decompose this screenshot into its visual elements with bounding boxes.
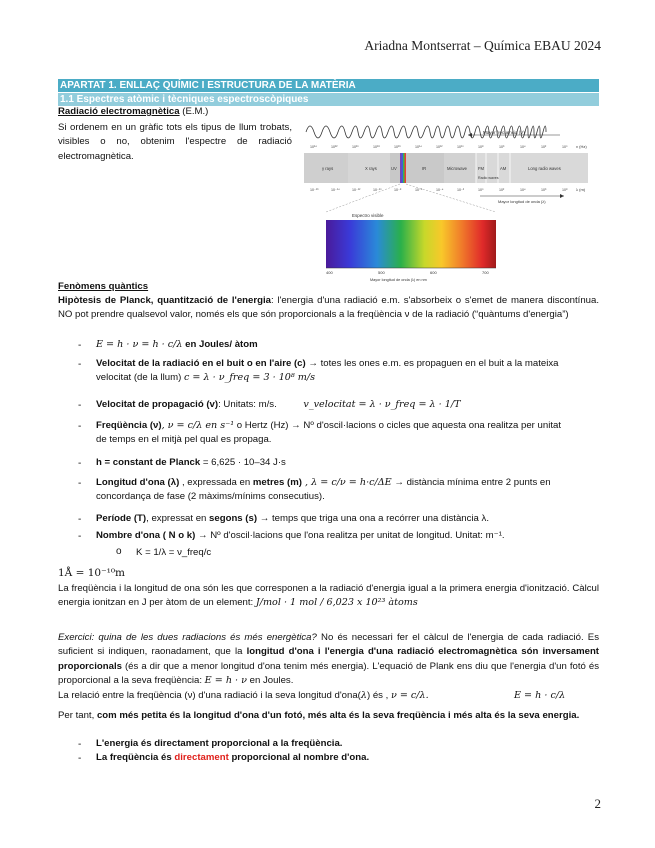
propagation-bold: Velocitat de propagació (v): [96, 399, 219, 410]
wl-tick: 10⁻⁸: [394, 188, 402, 192]
wavelength-formula: , λ = c/ν = h·c/ΔE: [301, 477, 392, 488]
direct-text2: proporcional al nombre d'ona.: [228, 752, 370, 763]
energy-formula: E = h · ν = h · c/λ: [96, 339, 183, 350]
light-speed-formula: c = λ · ν_freq = 3 · 10⁸ m/s: [183, 372, 316, 384]
freq-tick: 10¹⁴: [415, 145, 422, 149]
band-label: AM: [500, 166, 507, 171]
period-bold: Període (T): [96, 513, 147, 524]
visible-spectrum: [326, 220, 496, 268]
relation-formula: ν = c/λ.: [390, 690, 429, 701]
wl-tick: 10⁻⁴: [436, 188, 444, 192]
freq-tick: 10⁰: [562, 145, 568, 149]
band-label: Long radio waves: [528, 166, 561, 171]
wavelength-line2: concordança de fase (2 màxims/mínims consecutius).: [96, 491, 325, 503]
wl-tick: 10⁸: [562, 188, 568, 192]
conclusion-bold: com més petita és la longitud d'ona d'un fotó, més alta és la seva freqüència i més alta és la seva energia.: [96, 710, 580, 721]
band-label: γ rays: [322, 166, 334, 171]
freq-tick: 10⁸: [478, 145, 484, 149]
visible-axis: Mayor longitud de onda (λ) en nm: [370, 278, 427, 282]
wavenumber-bold: Nombre d'ona ( N o k): [96, 530, 196, 541]
energy-unit: en Joules/ àtom: [185, 339, 258, 350]
page-header: Ariadna Montserrat – Química EBAU 2024: [364, 38, 601, 53]
visible-tick: 600: [430, 270, 437, 275]
freq-label: Mayor frecuencia (V): [483, 130, 525, 135]
exercise-text1: No és necessari fer el càlcul de l'energia de cada radiació. Es suficient si indiquen, raonadament, que la: [58, 632, 599, 658]
wl-tick: 10⁻⁶: [415, 188, 423, 192]
wl-tick: 10⁻¹⁶: [310, 188, 319, 192]
propagation-formula: v_velocitat = λ · ν_freq = λ · 1/T: [303, 399, 461, 410]
bullet-wavelength: [96, 476, 598, 505]
planck-constant-bold: h = constant de Planck: [96, 457, 201, 468]
wl-unit: λ (m): [576, 187, 586, 192]
bullet-energy: [96, 338, 598, 352]
freq-unit: v (Hz): [576, 144, 587, 149]
planck-bold: Hipòtesis de Planck, quantització de l'energia: [58, 295, 271, 306]
bullet-light-speed: [96, 357, 598, 386]
bullet-period: [96, 512, 598, 526]
planck-text: : l'energia d'una radiació e.m. s'absorbeix o s'emet de manera discontínua. NO pot prendre qualsevol valor, només els que són proporcionals a la freqüència ν de la radiació (“quàntums d'energia”): [58, 295, 599, 321]
visible-tick: 500: [378, 270, 385, 275]
subsection-title: 1.1 Espectres atòmic i tècniques espectroscòpiques: [58, 93, 599, 106]
wl-tick: 10⁻²: [457, 188, 465, 192]
band-label: IR: [422, 166, 427, 171]
radio-label: Radio waves: [478, 176, 499, 180]
phenomena-heading: Fenòmens quàntics: [58, 281, 149, 292]
wl-tick: 10⁰: [478, 188, 484, 192]
freq-ticks: [310, 145, 568, 149]
em-spectrum-figure: [300, 108, 600, 286]
period-unit: segons (s): [209, 513, 258, 524]
sub-bullet-marker: o: [116, 546, 122, 557]
direct-text1: La freqüència és: [96, 752, 175, 763]
ionization-formula: J/mol · 1 mol / 6,023 x 10²³ àtoms: [255, 597, 418, 609]
planck-constant-value: = 6,625 · 10–34 J·s: [200, 457, 286, 468]
exercise-text2: (és a dir que a menor longitud d'ona tenim més energia). L'equació de Plank ens diu que l'energia d'un fotó és proporcional a la seva freqüència:: [58, 660, 599, 687]
exercise-text3: en Joules.: [246, 675, 294, 687]
exercise-bold1: longitud d'ona i l'energia d'una radiació electromagnètica són inversament proporcionals: [58, 646, 599, 672]
wl-tick: 10⁻¹⁰: [373, 188, 382, 192]
em-paragraph: Si ordenem en un gràfic tots els tipus de llum trobats, visibles o no, obtenim l'espectre de radiació electromagnètica.: [58, 122, 292, 162]
page-number: 2: [594, 796, 601, 811]
wl-tick: 10²: [499, 188, 505, 192]
exercise-question: Exercici: quina de les dues radiacions és més energètica?: [58, 632, 317, 643]
bullet-direct-wavenumber: [96, 751, 598, 765]
period-text2: → temps que triga una ona a recórrer una distància λ.: [257, 513, 490, 524]
planck-paragraph: [58, 294, 599, 323]
frequency-formula: , ν = c/λ en s⁻¹: [161, 420, 235, 431]
relation-text2: ) és ,: [366, 690, 391, 701]
band-label: Microwave: [447, 166, 468, 171]
band-label: X rays: [365, 166, 377, 171]
wl-tick: 10⁴: [520, 188, 526, 192]
relation-text1: La relació entre la freqüència (ν) d'una radiació i la seva longitud d'ona(: [58, 690, 361, 701]
bullet-wavenumber: [96, 529, 598, 543]
freq-tick: 10²: [541, 145, 547, 149]
section-title: APARTAT 1. ENLLAÇ QUÍMIC I ESTRUCTURA DE LA MATÈRIA: [58, 79, 599, 92]
relation-lambda: λ: [360, 690, 367, 701]
ionization-text: La freqüència i la longitud de ona són les que corresponen a la radiació d'energia igual a la primera energia d'ionització. Càlcul energia ionitzan en J per àtom de un element:: [58, 583, 599, 609]
em-heading: Radiació electromagnètica: [58, 106, 180, 117]
conclusion-text: Per tant,: [58, 710, 97, 721]
visible-tick: 400: [326, 270, 333, 275]
exercise-formula1: E = h · ν: [204, 675, 247, 687]
frequency-text: o Hertz (Hz) → Nº d'oscil·lacions o cicles que aquesta ona realitza per unitat: [234, 420, 561, 431]
propagation-text: : Unitats: m/s.: [218, 399, 277, 410]
wl-label: Mayor longitud de onda (λ): [498, 199, 546, 204]
wavenumber-text: → Nº d'oscil·lacions que l'ona realitza per unitat de longitud. Unitat: m⁻¹.: [195, 530, 505, 541]
visible-tick: 700: [482, 270, 489, 275]
em-heading-suffix: (E.M.): [179, 106, 209, 117]
conclusion-paragraph: [58, 709, 599, 723]
frequency-bold: Freqüència (ν): [96, 420, 162, 431]
exercise-paragraph: [58, 631, 599, 689]
frequency-line2: de temps en el mitjà pel qual es propaga.: [96, 434, 272, 446]
freq-tick: 10¹²: [436, 145, 443, 149]
direct-highlight: directament: [174, 752, 229, 763]
freq-tick: 10⁴: [520, 145, 526, 149]
freq-tick: 10²⁴: [310, 145, 317, 149]
relation-line: [58, 689, 599, 703]
wl-tick: 10⁻¹⁴: [331, 188, 340, 192]
bullet-frequency: [96, 419, 598, 448]
wavelength-bold: Longitud d'ona (λ): [96, 477, 180, 488]
light-speed-bold: Velocitat de la radiació en el buit o en l'aire (c): [96, 358, 306, 369]
visible-label: Espectro visible: [352, 213, 384, 218]
wavenumber-formula: K = 1/λ = ν_freq/c: [136, 547, 212, 558]
wavelength-text: , expressada en: [179, 477, 253, 488]
band-label: FM: [478, 166, 485, 171]
period-text: , expressat en: [146, 513, 210, 524]
wavelength-text2: → distància mínima entre 2 punts en: [391, 477, 551, 488]
bullet-propagation: [96, 398, 598, 412]
bullet-direct-energy: L'energia és directament proporcional a la freqüència.: [96, 738, 343, 749]
wl-tick: 10⁶: [541, 188, 547, 192]
angstrom-equation: 1Å = 10⁻¹⁰m: [58, 567, 126, 579]
freq-tick: 10¹⁰: [457, 145, 464, 149]
freq-tick: 10²⁰: [352, 145, 359, 149]
visible-ticks: [326, 270, 489, 275]
band-label: UV: [391, 166, 397, 171]
freq-tick: 10⁶: [499, 145, 505, 149]
relation-formula2: E = h · c/λ: [514, 690, 566, 701]
light-speed-line2: velocitat (de la llum): [96, 372, 182, 384]
freq-tick: 10²²: [331, 145, 338, 149]
wl-ticks: [310, 188, 568, 192]
bullet-planck-constant: [96, 456, 598, 470]
em-heading-line: [58, 105, 208, 119]
freq-tick: 10¹⁸: [373, 145, 380, 149]
ionization-paragraph: [58, 582, 599, 611]
freq-tick: 10¹⁶: [394, 145, 401, 149]
wl-tick: 10⁻¹²: [352, 188, 361, 192]
light-speed-text: → totes les ones e.m. es propaguen en el buit a la mateixa: [305, 358, 559, 369]
wavelength-unit: metres (m): [252, 477, 302, 488]
